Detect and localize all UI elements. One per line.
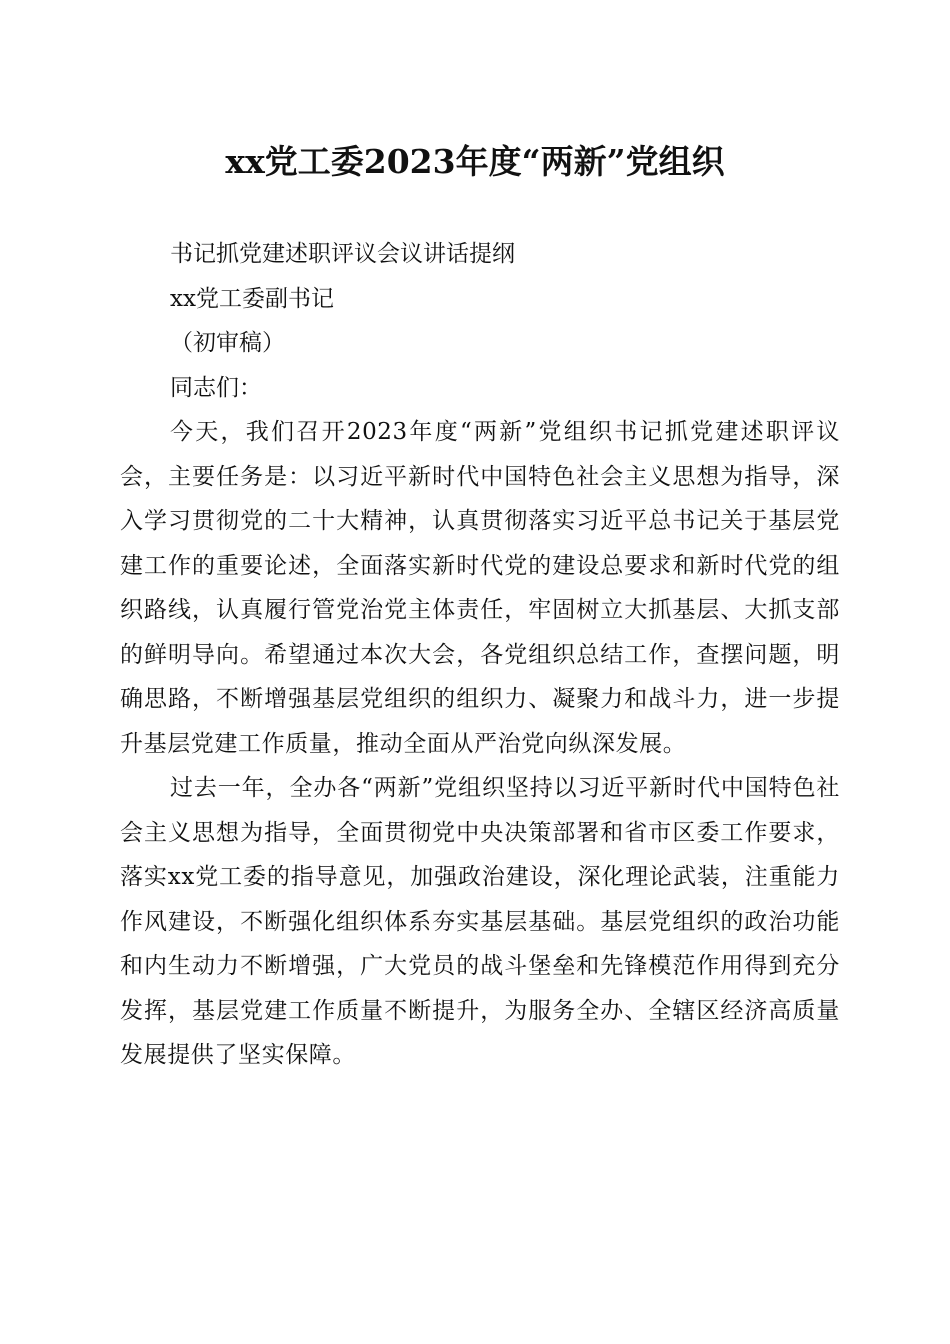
draft-note: （初审稿） [170,330,285,356]
salutation: 同志们： [170,374,262,401]
paragraph-1: 今天，我们召开2023年度“两新”党组织书记抓党建述职评议会，主要任务是：以习近平新时代中国特色社会主义思想为指导，深入学习贯彻党的二十大精神，认真贯彻落实习近平总书记关于基层党建工作的重要论述，全面落实新时代党的建设总要求和新时代党的组织路线，认真履行管党治党主体责任，牢固树立大抓基层、大抓支部的鲜明导向。希望通过本次大会，各党组织总结工作，查摆问题，明确思路，不断增强基层党组织的组织力、凝聚力和战斗力，进一步提升基层党建工作质量，推动全面从严治党向纵深发展。 [120,419,840,757]
paragraph-2: 过去一年，全办各“两新”党组织坚持以习近平新时代中国特色社会主义思想为指导，全面贯彻党中央决策部署和省市区委工作要求，落实xx党工委的指导意见，加强政治建设，深化理论武装，注重能力作风建设，不断强化组织体系夯实基层基础。基层党组织的政治功能和内生动力不断增强，广大党员的战斗堡垒和先锋模范作用得到充分发挥，基层党建工作质量不断提升，为服务全办、全辖区经济高质量发展提供了坚实保障。 [120,775,840,1068]
document-subtitle: 书记抓党建述职评议会议讲话提纲 [170,241,515,267]
speaker-line: xx党工委副书记 [170,285,334,312]
document-body [120,232,840,1078]
document-title: xx党工委2023年度“两新”党组织 [225,142,725,181]
